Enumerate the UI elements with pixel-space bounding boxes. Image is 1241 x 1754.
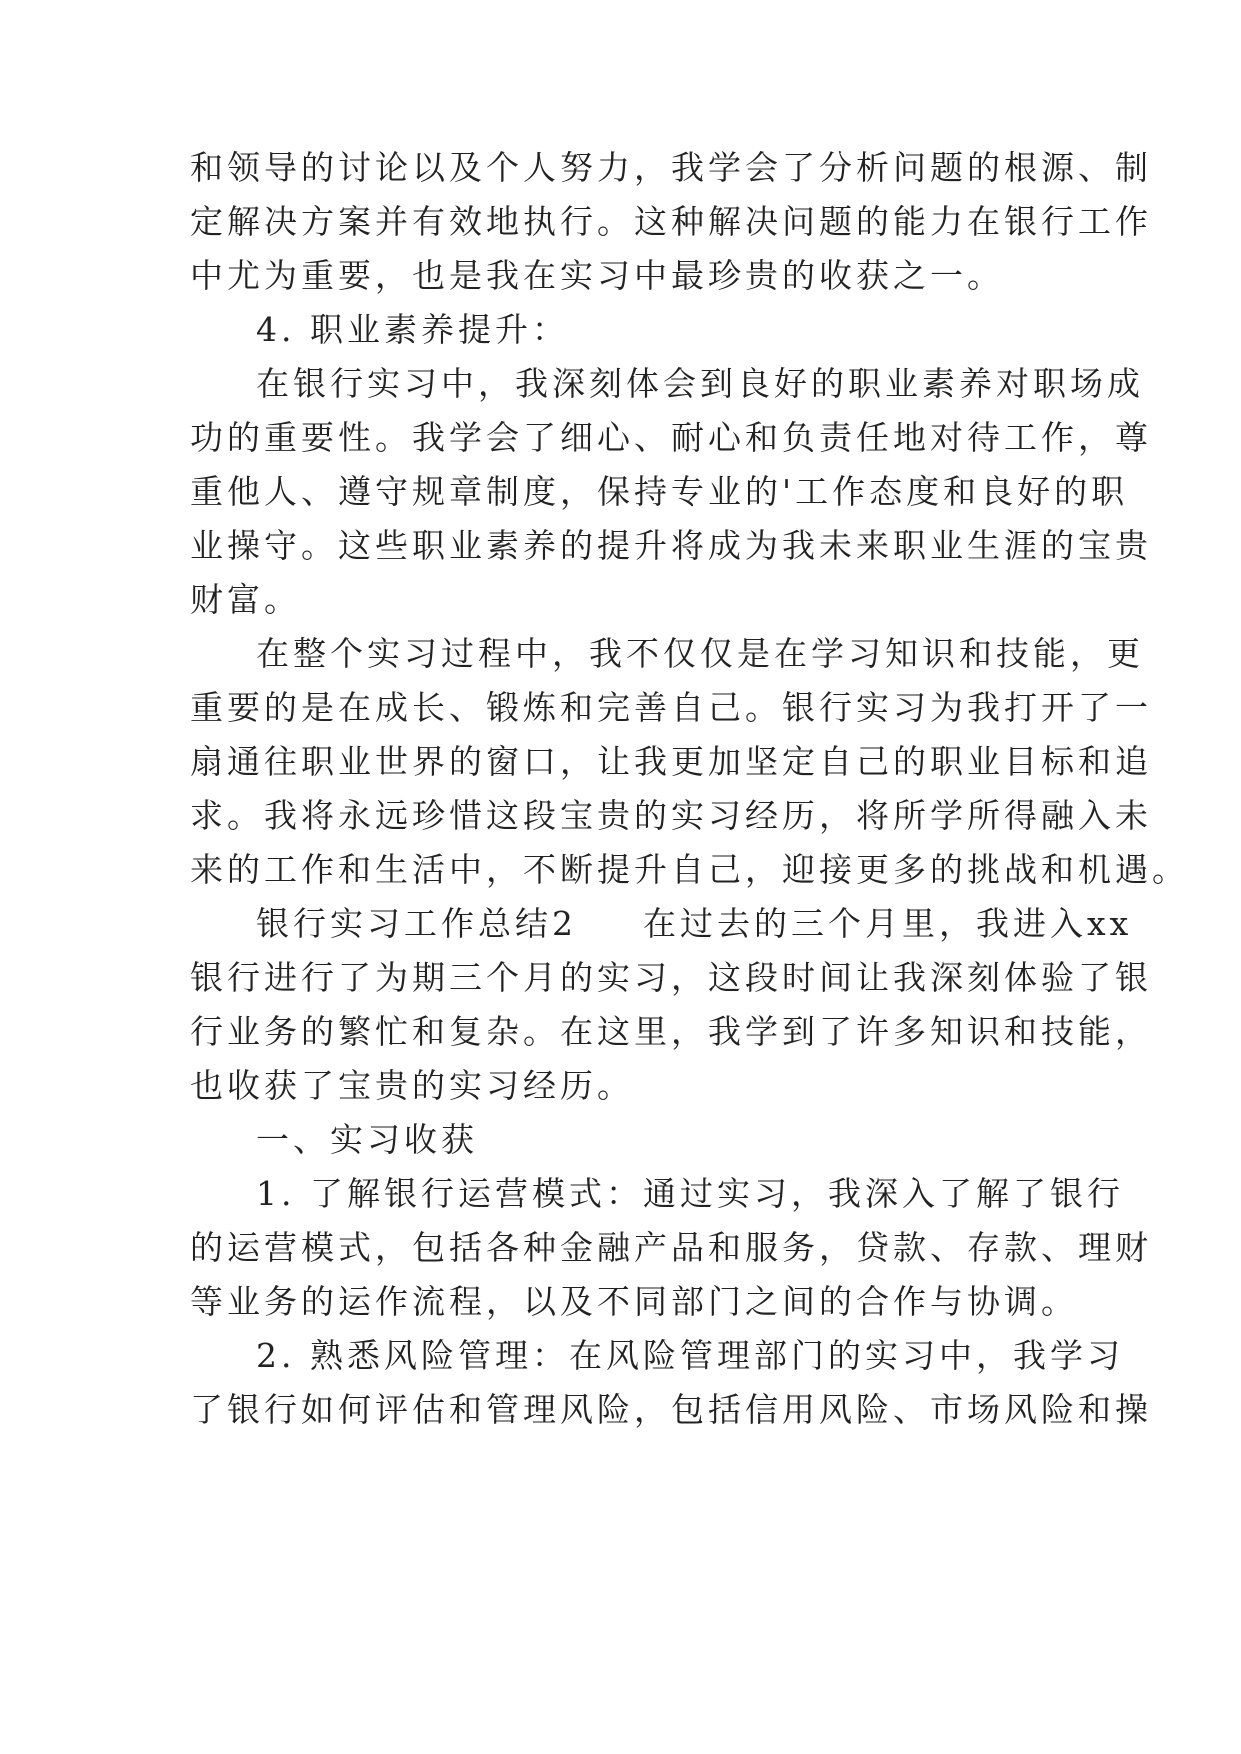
paragraph-line: 的运营模式，包括各种金融产品和服务，贷款、存款、理财 (190, 1228, 1152, 1267)
paragraph-line: 求。我将永远珍惜这段宝贵的实习经历，将所学所得融入未 (190, 796, 1152, 835)
paragraph-line: 财富。 (190, 580, 301, 619)
paragraph-line: 重要的是在成长、锻炼和完善自己。银行实习为我打开了一 (190, 688, 1152, 727)
paragraph-line: 了银行如何评估和管理风险，包括信用风险、市场风险和操 (190, 1390, 1152, 1429)
paragraph-line: 银行进行了为期三个月的实习，这段时间让我深刻体验了银 (190, 958, 1152, 997)
summary-title-line (256, 904, 1133, 944)
paragraph-line: 来的工作和生活中，不断提升自己，迎接更多的挑战和机遇。 (190, 850, 1189, 889)
paragraph-line: 也收获了宝贵的实习经历。 (190, 1066, 634, 1105)
paragraph-text: 在过去的三个月里，我进入xx (643, 904, 1133, 943)
paragraph-line: 在整个实习过程中，我不仅仅是在学习知识和技能，更 (256, 634, 1144, 673)
paragraph-line: 功的重要性。我学会了细心、耐心和负责任地对待工作，尊 (190, 418, 1152, 457)
paragraph-line: 重他人、遵守规章制度，保持专业的'工作态度和良好的职 (190, 472, 1129, 511)
paragraph-line: 和领导的讨论以及个人努力，我学会了分析问题的根源、制 (190, 148, 1152, 187)
section-heading: 一、实习收获 (256, 1120, 478, 1159)
paragraph-line: 中尤为重要，也是我在实习中最珍贵的收获之一。 (190, 256, 1004, 295)
paragraph-line: 行业务的繁忙和复杂。在这里，我学到了许多知识和技能， (190, 1012, 1152, 1051)
paragraph-line: 1. 了解银行运营模式：通过实习，我深入了解了银行 (256, 1174, 1124, 1213)
summary-title: 银行实习工作总结2 (256, 904, 577, 943)
paragraph-line: 等业务的运作流程，以及不同部门之间的合作与协调。 (190, 1282, 1078, 1321)
paragraph-line: 2. 熟悉风险管理：在风险管理部门的实习中，我学习 (256, 1336, 1124, 1375)
paragraph-line: 业操守。这些职业素养的提升将成为我未来职业生涯的宝贵 (190, 526, 1152, 565)
paragraph-line: 扇通往职业世界的窗口，让我更加坚定自己的职业目标和追 (190, 742, 1152, 781)
paragraph-line: 定解决方案并有效地执行。这种解决问题的能力在银行工作 (190, 202, 1152, 241)
section-heading: 4. 职业素养提升： (256, 310, 569, 349)
paragraph-line: 在银行实习中，我深刻体会到良好的职业素养对职场成 (256, 364, 1144, 403)
